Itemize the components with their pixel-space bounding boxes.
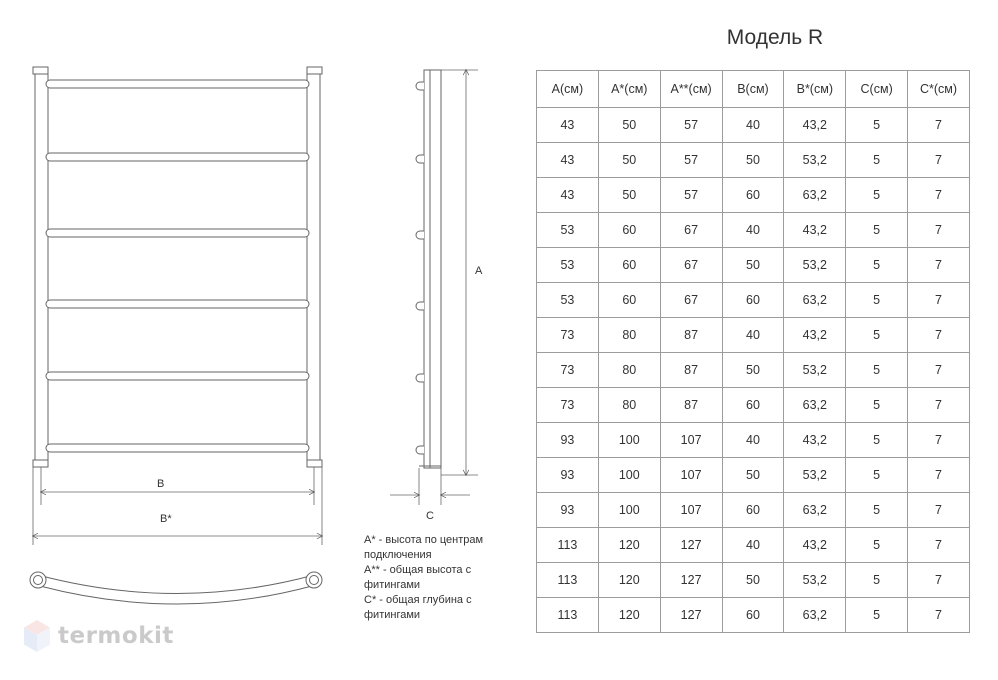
table-cell: 127 bbox=[660, 598, 722, 633]
watermark bbox=[22, 614, 174, 658]
table-cell: 53 bbox=[537, 283, 599, 318]
table-cell: 113 bbox=[537, 598, 599, 633]
table-cell: 100 bbox=[598, 423, 660, 458]
table-cell: 50 bbox=[722, 248, 784, 283]
table-row bbox=[537, 178, 970, 213]
column-header: C*(см) bbox=[908, 71, 970, 108]
table-header-row bbox=[537, 71, 970, 108]
table-cell: 53,2 bbox=[784, 458, 846, 493]
table-cell: 67 bbox=[660, 283, 722, 318]
table-cell: 7 bbox=[908, 248, 970, 283]
table-cell: 53,2 bbox=[784, 563, 846, 598]
table-cell: 5 bbox=[846, 283, 908, 318]
table-cell: 93 bbox=[537, 423, 599, 458]
table-cell: 40 bbox=[722, 528, 784, 563]
table-row bbox=[537, 213, 970, 248]
table-cell: 120 bbox=[598, 563, 660, 598]
table-cell: 50 bbox=[722, 563, 784, 598]
table-cell: 5 bbox=[846, 563, 908, 598]
dimension-notes bbox=[364, 533, 514, 623]
table-cell: 63,2 bbox=[784, 388, 846, 423]
table-cell: 57 bbox=[660, 178, 722, 213]
table-cell: 53 bbox=[537, 248, 599, 283]
table-cell: 80 bbox=[598, 353, 660, 388]
table-row bbox=[537, 423, 970, 458]
table-cell: 63,2 bbox=[784, 598, 846, 633]
table-cell: 57 bbox=[660, 143, 722, 178]
table-cell: 87 bbox=[660, 353, 722, 388]
column-header: A**(см) bbox=[660, 71, 722, 108]
table-cell: 120 bbox=[598, 598, 660, 633]
table-cell: 5 bbox=[846, 318, 908, 353]
table-cell: 50 bbox=[722, 143, 784, 178]
dimension-a-label: A bbox=[475, 265, 483, 277]
table-cell: 53,2 bbox=[784, 248, 846, 283]
table-cell: 5 bbox=[846, 143, 908, 178]
table-cell: 120 bbox=[598, 528, 660, 563]
table-row bbox=[537, 528, 970, 563]
table-cell: 5 bbox=[846, 388, 908, 423]
table-cell: 40 bbox=[722, 213, 784, 248]
table-cell: 60 bbox=[722, 493, 784, 528]
table-cell: 7 bbox=[908, 108, 970, 143]
table-cell: 113 bbox=[537, 563, 599, 598]
table-cell: 5 bbox=[846, 178, 908, 213]
note-a-star: A* - высота по центрам подключения bbox=[364, 534, 484, 561]
table-cell: 7 bbox=[908, 598, 970, 633]
table-cell: 50 bbox=[722, 458, 784, 493]
table-cell: 73 bbox=[537, 318, 599, 353]
table-cell: 5 bbox=[846, 353, 908, 388]
table-cell: 40 bbox=[722, 423, 784, 458]
dimensions-table bbox=[536, 70, 970, 633]
table-cell: 113 bbox=[537, 528, 599, 563]
table-cell: 60 bbox=[722, 283, 784, 318]
table-cell: 5 bbox=[846, 528, 908, 563]
table-cell: 5 bbox=[846, 423, 908, 458]
table-cell: 80 bbox=[598, 388, 660, 423]
page-title: Модель R bbox=[726, 26, 824, 49]
table-cell: 7 bbox=[908, 178, 970, 213]
table-cell: 50 bbox=[598, 143, 660, 178]
table-row bbox=[537, 458, 970, 493]
table-row bbox=[537, 108, 970, 143]
side-view-drawing bbox=[416, 70, 441, 468]
table-cell: 40 bbox=[722, 108, 784, 143]
table-cell: 73 bbox=[537, 353, 599, 388]
watermark-text: termokit bbox=[58, 623, 174, 649]
table-cell: 7 bbox=[908, 563, 970, 598]
front-view-drawing bbox=[33, 67, 322, 467]
hexagon-cube-logo-icon bbox=[22, 618, 52, 654]
table-cell: 107 bbox=[660, 458, 722, 493]
table-cell: 60 bbox=[722, 388, 784, 423]
table-cell: 7 bbox=[908, 143, 970, 178]
table-cell: 43 bbox=[537, 143, 599, 178]
table-row bbox=[537, 283, 970, 318]
table-row bbox=[537, 493, 970, 528]
table-cell: 5 bbox=[846, 493, 908, 528]
table-cell: 57 bbox=[660, 108, 722, 143]
column-header: C(см) bbox=[846, 71, 908, 108]
table-cell: 50 bbox=[722, 353, 784, 388]
table-cell: 100 bbox=[598, 458, 660, 493]
table-cell: 5 bbox=[846, 213, 908, 248]
table-cell: 93 bbox=[537, 458, 599, 493]
table-cell: 127 bbox=[660, 528, 722, 563]
table-cell: 43,2 bbox=[784, 423, 846, 458]
table-cell: 53,2 bbox=[784, 353, 846, 388]
table-cell: 43,2 bbox=[784, 108, 846, 143]
table-cell: 43 bbox=[537, 178, 599, 213]
table-cell: 87 bbox=[660, 318, 722, 353]
column-header: A(см) bbox=[537, 71, 599, 108]
table-cell: 127 bbox=[660, 563, 722, 598]
table-cell: 67 bbox=[660, 248, 722, 283]
table-row bbox=[537, 563, 970, 598]
column-header: B*(см) bbox=[784, 71, 846, 108]
table-cell: 5 bbox=[846, 458, 908, 493]
table-cell: 5 bbox=[846, 108, 908, 143]
top-view-drawing bbox=[30, 572, 322, 604]
column-header: B(см) bbox=[722, 71, 784, 108]
table-cell: 7 bbox=[908, 318, 970, 353]
table-cell: 50 bbox=[598, 108, 660, 143]
table-cell: 107 bbox=[660, 493, 722, 528]
table-cell: 60 bbox=[598, 248, 660, 283]
front-view-dimensions bbox=[33, 467, 322, 545]
table-cell: 7 bbox=[908, 528, 970, 563]
table-row bbox=[537, 353, 970, 388]
table-cell: 100 bbox=[598, 493, 660, 528]
table-cell: 43,2 bbox=[784, 528, 846, 563]
table-cell: 73 bbox=[537, 388, 599, 423]
table-cell: 40 bbox=[722, 318, 784, 353]
table-cell: 53 bbox=[537, 213, 599, 248]
table-cell: 93 bbox=[537, 493, 599, 528]
table-cell: 7 bbox=[908, 458, 970, 493]
dimension-c-label: C bbox=[426, 510, 434, 522]
table-row bbox=[537, 143, 970, 178]
table-row bbox=[537, 248, 970, 283]
table-cell: 5 bbox=[846, 248, 908, 283]
table-cell: 67 bbox=[660, 213, 722, 248]
table-cell: 80 bbox=[598, 318, 660, 353]
table-cell: 107 bbox=[660, 423, 722, 458]
dimension-b-label: B bbox=[157, 478, 165, 490]
table-cell: 87 bbox=[660, 388, 722, 423]
table-cell: 53,2 bbox=[784, 143, 846, 178]
table-cell: 43,2 bbox=[784, 318, 846, 353]
table-row bbox=[537, 598, 970, 633]
table-cell: 7 bbox=[908, 423, 970, 458]
table-cell: 60 bbox=[598, 213, 660, 248]
table-cell: 60 bbox=[722, 598, 784, 633]
table-cell: 43,2 bbox=[784, 213, 846, 248]
table-cell: 50 bbox=[598, 178, 660, 213]
table-cell: 63,2 bbox=[784, 178, 846, 213]
table-cell: 7 bbox=[908, 388, 970, 423]
table-row bbox=[537, 318, 970, 353]
table-cell: 5 bbox=[846, 598, 908, 633]
table-body bbox=[537, 108, 970, 633]
table-cell: 43 bbox=[537, 108, 599, 143]
table-cell: 63,2 bbox=[784, 283, 846, 318]
table-cell: 7 bbox=[908, 353, 970, 388]
table-row bbox=[537, 388, 970, 423]
dimension-b-star-label: B* bbox=[160, 513, 172, 525]
table-cell: 7 bbox=[908, 213, 970, 248]
note-c-star: C* - общая глубина с фитингами bbox=[364, 594, 472, 621]
table-cell: 7 bbox=[908, 283, 970, 318]
table-cell: 63,2 bbox=[784, 493, 846, 528]
table-cell: 60 bbox=[722, 178, 784, 213]
column-header: A*(см) bbox=[598, 71, 660, 108]
note-a-double-star: A** - общая высота с фитингами bbox=[364, 564, 472, 591]
table-cell: 60 bbox=[598, 283, 660, 318]
table-cell: 7 bbox=[908, 493, 970, 528]
